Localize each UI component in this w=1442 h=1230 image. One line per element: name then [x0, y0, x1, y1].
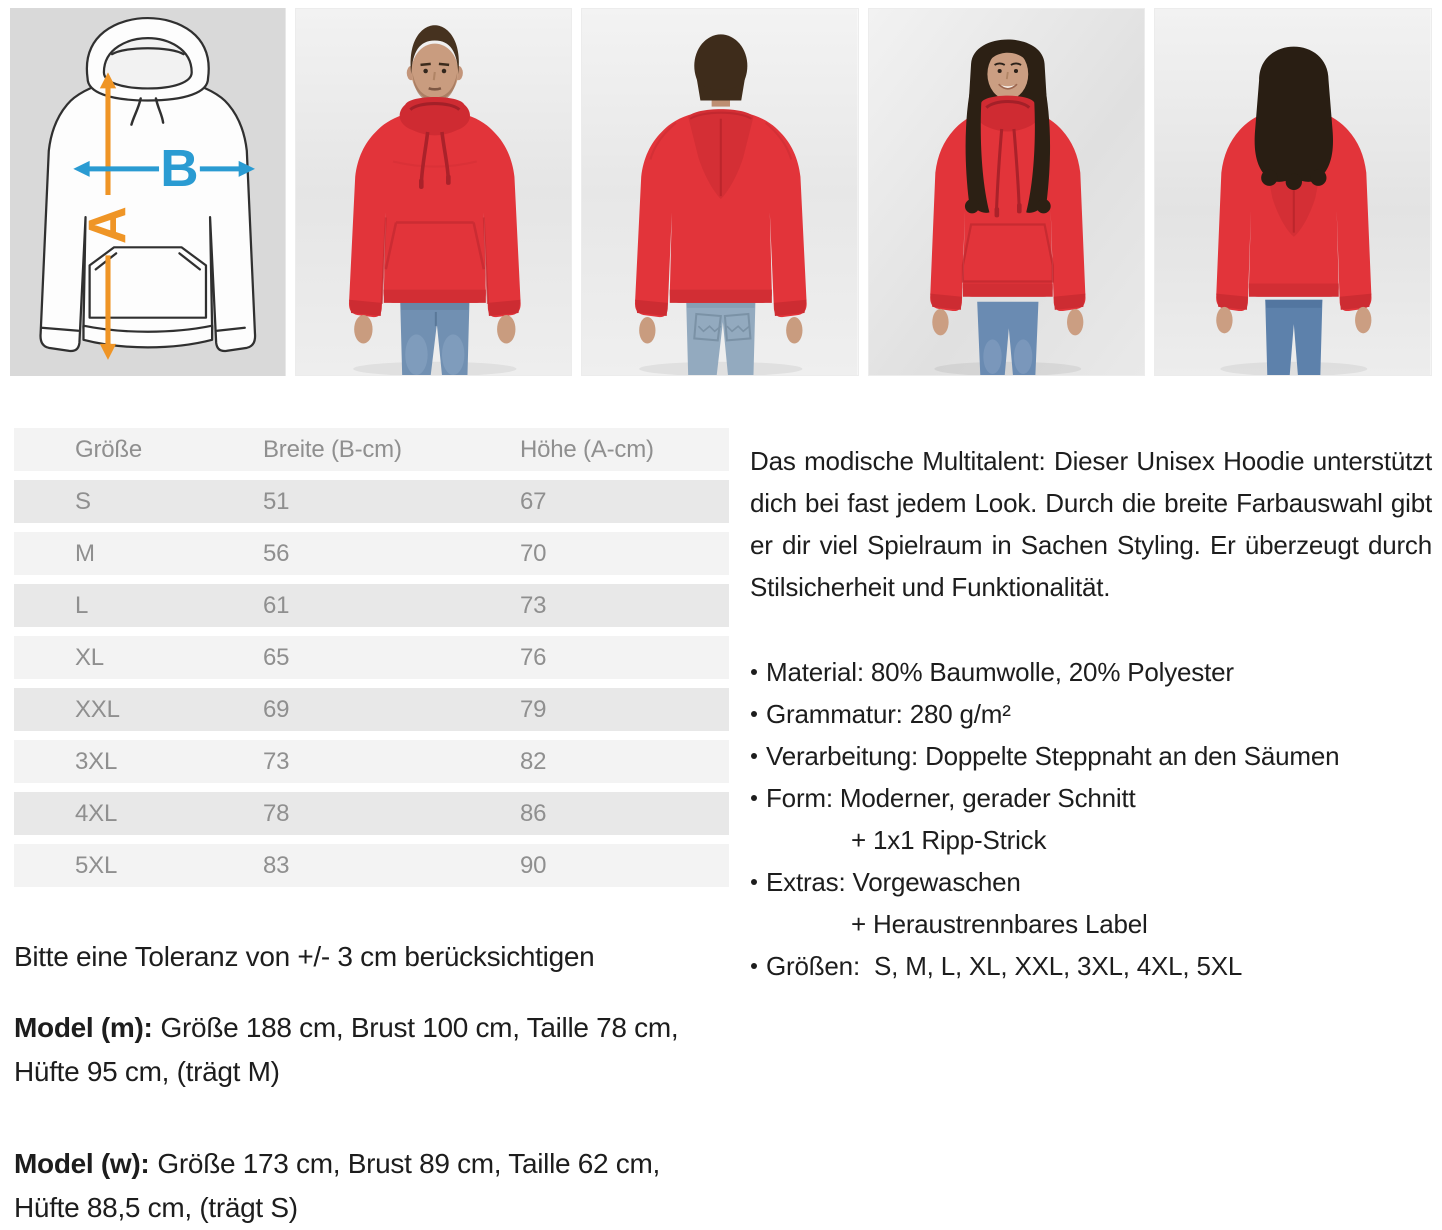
model-m-label: Model (m):: [14, 1012, 153, 1043]
feature-item-form: [750, 777, 1432, 861]
bullet-dot: [751, 753, 757, 759]
size-cell: 4XL: [75, 799, 118, 827]
breite-cell: 61: [263, 591, 290, 619]
feature-item-verarbeitung: [750, 735, 1432, 777]
label-a: A: [78, 206, 138, 245]
table-row: [14, 688, 729, 731]
feature-text: Form: Moderner, gerader Schnitt: [766, 783, 1136, 813]
bullet-dot: [751, 669, 757, 675]
feature-subtext: + Heraustrennbares Label: [851, 909, 1148, 939]
col-header-hoehe: Höhe (A-cm): [520, 435, 654, 463]
bullet-dot: [751, 963, 757, 969]
size-table: [14, 428, 729, 887]
feature-text: Grammatur: 280 g/m²: [766, 699, 1011, 729]
breite-cell: 78: [263, 799, 290, 827]
female-front-illustration: [869, 9, 1145, 375]
model-m-note: [14, 1006, 714, 1094]
tolerance-note: Bitte eine Toleranz von +/- 3 cm berücksichtigen: [14, 941, 595, 972]
feature-text: Extras: Vorgewaschen: [766, 867, 1021, 897]
size-cell: 3XL: [75, 747, 118, 775]
hoehe-cell: 79: [520, 695, 547, 723]
hoehe-cell: 86: [520, 799, 547, 827]
size-cell: XL: [75, 643, 104, 671]
hoehe-cell: 70: [520, 539, 547, 567]
hoodie-measure-diagram: [10, 8, 286, 376]
model-m-text: Größe 188 cm, Brust 100 cm, Taille 78 cm, Hüfte 95 cm, (trägt M): [14, 1012, 679, 1087]
feature-item-grammatur: [750, 693, 1432, 735]
feature-text: Material: 80% Baumwolle, 20% Polyester: [766, 657, 1234, 687]
size-cell: S: [75, 487, 91, 515]
hoehe-cell: 67: [520, 487, 547, 515]
hoehe-cell: 73: [520, 591, 547, 619]
model-female-front-photo: [868, 8, 1146, 376]
size-cell: XXL: [75, 695, 120, 723]
breite-cell: 69: [263, 695, 290, 723]
feature-text: Größen: S, M, L, XL, XXL, 3XL, 4XL, 5XL: [766, 951, 1243, 981]
bullet-dot: [751, 879, 757, 885]
table-row: [14, 792, 729, 835]
model-male-front-photo: [295, 8, 573, 376]
feature-item-groessen: [750, 945, 1432, 987]
description-column: [750, 428, 1432, 987]
table-row: [14, 532, 729, 575]
hoehe-cell: 76: [520, 643, 547, 671]
breite-cell: 83: [263, 851, 290, 879]
table-row: [14, 480, 729, 523]
size-cell: L: [75, 591, 89, 619]
size-cell: 5XL: [75, 851, 118, 879]
model-w-text: Größe 173 cm, Brust 89 cm, Taille 62 cm, Hüfte 88,5 cm, (trägt S): [14, 1148, 660, 1223]
table-row: [14, 740, 729, 783]
product-details: [0, 428, 1442, 1230]
feature-text: Verarbeitung: Doppelte Steppnaht an den Säumen: [766, 741, 1340, 771]
feature-subtext: + 1x1 Ripp-Strick: [851, 825, 1047, 855]
hoehe-cell: 90: [520, 851, 547, 879]
breite-cell: 73: [263, 747, 290, 775]
size-diagram-image: [10, 8, 286, 376]
col-header-groesse: Größe: [75, 435, 143, 463]
table-row: [14, 636, 729, 679]
table-header-row: [14, 428, 729, 471]
table-row: [14, 844, 729, 887]
male-front-illustration: [296, 9, 572, 375]
size-info-column: [14, 428, 729, 1230]
bullet-dot: [751, 711, 757, 717]
hoehe-cell: 82: [520, 747, 547, 775]
breite-cell: 65: [263, 643, 290, 671]
model-female-back-photo: [1154, 8, 1432, 376]
feature-item-extras: [750, 861, 1432, 945]
feature-list: [750, 651, 1432, 987]
female-back-illustration: [1155, 9, 1431, 375]
bullet-dot: [751, 795, 757, 801]
model-w-label: Model (w):: [14, 1148, 150, 1179]
label-b: B: [160, 139, 199, 199]
feature-item-material: [750, 651, 1432, 693]
breite-cell: 56: [263, 539, 290, 567]
size-cell: M: [75, 539, 95, 567]
male-back-illustration: [582, 9, 858, 375]
description-intro: Das modische Multitalent: Dieser Unisex Hoodie unterstützt dich bei fast jedem Look. Durch die breite Farbauswahl gibt er dir viel Spielraum in Sachen Styling. Er überzeugt durch Stilsicherheit und Funktionalität.: [750, 446, 1432, 602]
table-row: [14, 584, 729, 627]
product-image-gallery: [0, 0, 1442, 376]
model-male-back-photo: [581, 8, 859, 376]
breite-cell: 51: [263, 487, 290, 515]
col-header-breite: Breite (B-cm): [263, 435, 402, 463]
